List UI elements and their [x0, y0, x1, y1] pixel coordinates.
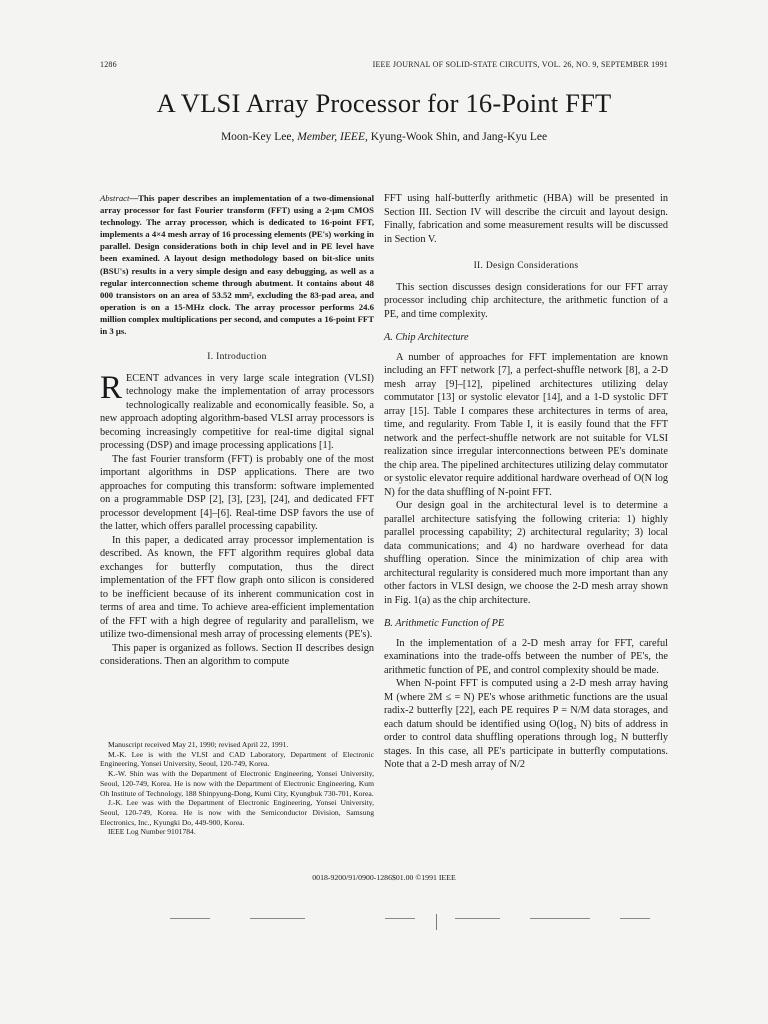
chip-architecture-paragraph-1: A number of approaches for FFT implementation are known including an FFT network [7], a perfect-shuffle network [8], a 2-D mesh array [9]–[12], pipelined architectures utilizing delay commutator [13] or systolic elevator [14], and a 1-D systolic DFT array [15]. Table I compares these architectures in terms of area, time, and regularity. From Table I, it is easily found that the FFT network and the perfect-shuffle network are not suitable for VLSI realization since irregular interconnections between PE's dominate the chip area. The pipelined architectures utilizing delay commutator or systolic elevator require additional hardware overhead of O(N log N) for the data shuffling of N-point FFT. [384, 351, 668, 498]
page-number: 1286 [100, 60, 117, 69]
right-column [384, 192, 668, 772]
author-1-role: Member, IEEE, [297, 131, 368, 143]
footnote: IEEE Log Number 9101784. [108, 827, 196, 837]
arithmetic-paragraph-2: When N-point FFT is computed using a 2-D mesh array having M (where 2M ≤ = N) PE's whose arithmetic functions are the usual radix-2 butterfly [22], each PE requires P = N/M data storages, and each datum should be identified using O(log₂ N) bits of address in order to control data shuffling operations through log₂ N butterfly stages. In this case, all PE's participate in butterfly computations. Note that a 2-D mesh array of N/2 [384, 678, 668, 770]
authors-rest: Kyung-Wook Shin, and Jang-Kyu Lee [370, 131, 548, 143]
intro-paragraph-1: RECENT advances in very large scale integration (VLSI) technology make the implementation of array processors technologically realizable and economically feasible. So, a new approach adopting algorithm-based VLSI array processors is becoming increasingly competitive for real-time digital signal processing (DSP) and image processing applications [1]. [100, 369, 374, 452]
subsection-heading-chip-architecture: A. Chip Architecture [384, 332, 469, 343]
abstract-text: —This paper describes an implementation of a two-dimensional array processor for fast Fourier transform (FFT) using a 2-μm CMOS technology. The array processor, which is dedicated to 16-point FFT, implements a 4×4 mesh array of 16 processing elements (PE's) working in parallel. Design considerations both in chip level and in PE level have been examined. A layout design methodology based on bit-slice units (BSU's) results in a very simple design and easy debugging, as well as a regular interconnection scheme through abutment. It contains about 48 000 transistors on an area of 53.52 mm², excluding the 83-pad area, and operation is on a 15-MHz clock. The array processor performs 24.6 million complex multiplications per second, and computes a 16-point FFT in 3 μs. [100, 193, 374, 337]
scan-artifact-line [620, 918, 650, 919]
author-1: Moon-Key Lee, [220, 131, 295, 143]
journal-name: IEEE JOURNAL OF SOLID-STATE CIRCUITS, VOL. 26, NO. 9, SEPTEMBER 1991 [372, 60, 668, 69]
footnote: K.-W. Shin was with the Department of Electronic Engineering, Yonsei University, Seoul, 120-749, Korea. He is now with the Department of Electronic Engineering, Kum Oh Institute of Technology, 188 Shinpyung-Dong, Kumi City, Kyungbuk 730-701, Korea. [100, 769, 374, 798]
arithmetic-paragraph-1: In the implementation of a 2-D mesh array for FFT, careful examinations into the trade-offs between the number of PE's, the arithmetic function of PE, and control complexity should be made. [384, 637, 668, 676]
copyright-line: 0018-9200/91/0900-1286$01.00 ©1991 IEEE [312, 873, 456, 882]
intro-paragraph-4: This paper is organized as follows. Section II describes design considerations. Then an algorithm to compute [100, 642, 374, 668]
scan-artifact-mark [436, 914, 437, 930]
subsection-heading-arithmetic-function: B. Arithmetic Function of PE [384, 618, 505, 629]
drop-cap: R [100, 369, 123, 406]
intro-paragraph-2: The fast Fourier transform (FFT) is probably one of the most important algorithms in DSP applications. There are two approaches for computing this transform: software implemented on a programmable DSP [2], [3], [23], [24], and dedicated FFT processor development [4]–[6]. Real-time DSP favors the use of the latter, which offers parallel processing capability. [100, 453, 374, 533]
paper-title: A VLSI Array Processor for 16-Point FFT [156, 88, 612, 118]
footnote: M.-K. Lee is with the VLSI and CAD Laboratory, Department of Electronic Engineering, Yonsei University, Seoul, 120-749, Korea. [100, 749, 374, 769]
abstract [100, 192, 374, 337]
footnote: Manuscript received May 21, 1990; revised April 22, 1991. [108, 740, 289, 749]
scan-artifact-line [170, 918, 210, 919]
scan-artifact-line [530, 918, 590, 919]
section-heading-design-considerations: II. Design Considerations [473, 261, 579, 271]
scan-artifact-line [455, 918, 500, 919]
intro-paragraph-3: In this paper, a dedicated array processor implementation is described. As known, the FFT algorithm requires global data exchanges for butterfly computation, thus the direct implementation of the FFT flow graph onto silicon is considered to be inefficient because of its inherent communication cost in terms of area and time. To achieve area-efficient implementation of the FFT with a high degree of regularity and parallelism, we utilize two-dimensional mesh array of processing elements (PE's). [100, 534, 374, 641]
continued-paragraph: FFT using half-butterfly arithmetic (HBA) will be presented in Section III. Section IV will describe the circuit and layout design. Finally, fabrication and some measurement results will be discussed in Section V. [384, 193, 668, 245]
footnotes [100, 740, 374, 837]
footnote: J.-K. Lee was with the Department of Electronic Engineering, Yonsei University, Seoul, 120-749, Korea. He is now with the Semiconductor Division, Samsung Electronics, Inc., Kyungki Do, 449-900, Korea. [100, 798, 374, 827]
chip-architecture-paragraph-2: Our design goal in the architectural level is to determine a parallel architecture satisfying the following criteria: 1) highly parallel processing capability; 2) architectural regularity; 3) local data communications; and 4) no hardware overhead for data shuffling operation. Since the minimization of chip area with architectural regularity is considered much more important than any other factors in VLSI design, we choose the 2-D mesh array shown in Fig. 1(a) as the chip architecture. [384, 500, 668, 606]
scan-artifact-line [250, 918, 305, 919]
section2-paragraph: This section discusses design considerations for our FFT array processor including chip architecture, the arithmetic function of a PE, and time complexity. [384, 281, 668, 320]
abstract-label: Abstract [100, 193, 130, 203]
section-heading-introduction: I. Introduction [207, 352, 267, 363]
scan-artifact-line [385, 918, 415, 919]
author-line [60, 131, 708, 143]
left-column [100, 192, 374, 669]
